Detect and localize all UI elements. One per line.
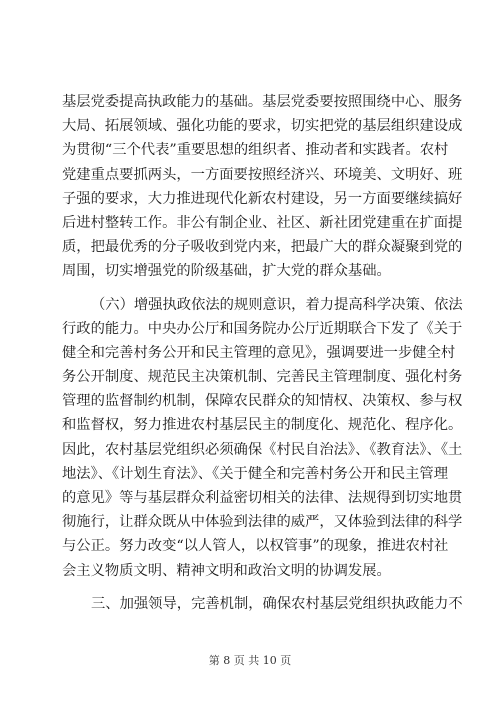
text-line: 和监督权，努力推进农村基层民主的制度化、规范化、程序化。 xyxy=(62,417,463,434)
text-line: 大局、拓展领域、强化功能的要求，切实把党的基层组织建设成 xyxy=(62,118,463,135)
text-line: 后进村整转工作。非公有制企业、社区、新社团党建重在扩面提 xyxy=(62,214,463,231)
text-line: 的意见》等与基层群众利益密切相关的法律、法规得到切实地贯 xyxy=(62,490,463,506)
paragraph-heading-line: （六）增强执政依法的规则意识，着力提高科学决策、依法 xyxy=(91,296,463,313)
text-line: 务公开制度、规范民主决策机制、完善民主管理制度、强化村务 xyxy=(62,369,463,386)
text-line: 与公正。努力改变“以人管人，以权管事”的现象，推进农村社 xyxy=(62,538,449,555)
text-line: 行政的能力。中央办公厅和国务院办公厅近期联合下发了《关于 xyxy=(62,320,463,337)
text-line: 党建重点要抓两头，一方面要按照经济兴、环境美、文明好、班 xyxy=(62,166,463,183)
text-line: 周围，切实增强党的阶级基础，扩大党的群众基础。 xyxy=(62,263,391,280)
text-line: 彻施行，让群众既从中体验到法律的威严，又体验到法律的科学 xyxy=(62,514,463,531)
text-line: 子强的要求，大力推进现代化新农村建设，另一方面要继续搞好 xyxy=(62,190,463,207)
text-line: 管理的监督制约机制，保障农民群众的知情权、决策权、参与权 xyxy=(62,393,463,410)
text-line: 质，把最优秀的分子吸收到党内来，把最广大的群众凝聚到党的 xyxy=(62,239,463,256)
text-line: 因此，农村基层党组织必须确保《村民自治法》、《教育法》、《土 xyxy=(62,441,463,458)
text-line: 为贯彻“三个代表”重要思想的组织者、推动者和实践者。农村 xyxy=(62,142,449,159)
section-heading-line: 三、加强领导，完善机制，确保农村基层党组织执政能力不 xyxy=(91,595,463,612)
body-text xyxy=(62,90,463,616)
text-line: 地法》、《计划生育法》、《关于健全和完善村务公开和民主管理 xyxy=(62,465,449,482)
page-number-footer: 第 8 页 共 10 页 xyxy=(208,654,292,667)
text-line: 健全和完善村务公开和民主管理的意见》，强调要进一步健全村 xyxy=(62,344,456,361)
text-line: 会主义物质文明、精神文明和政治文明的协调发展。 xyxy=(62,562,391,579)
text-line: 基层党委提高执政能力的基础。基层党委要按照围绕中心、服务 xyxy=(62,94,463,110)
